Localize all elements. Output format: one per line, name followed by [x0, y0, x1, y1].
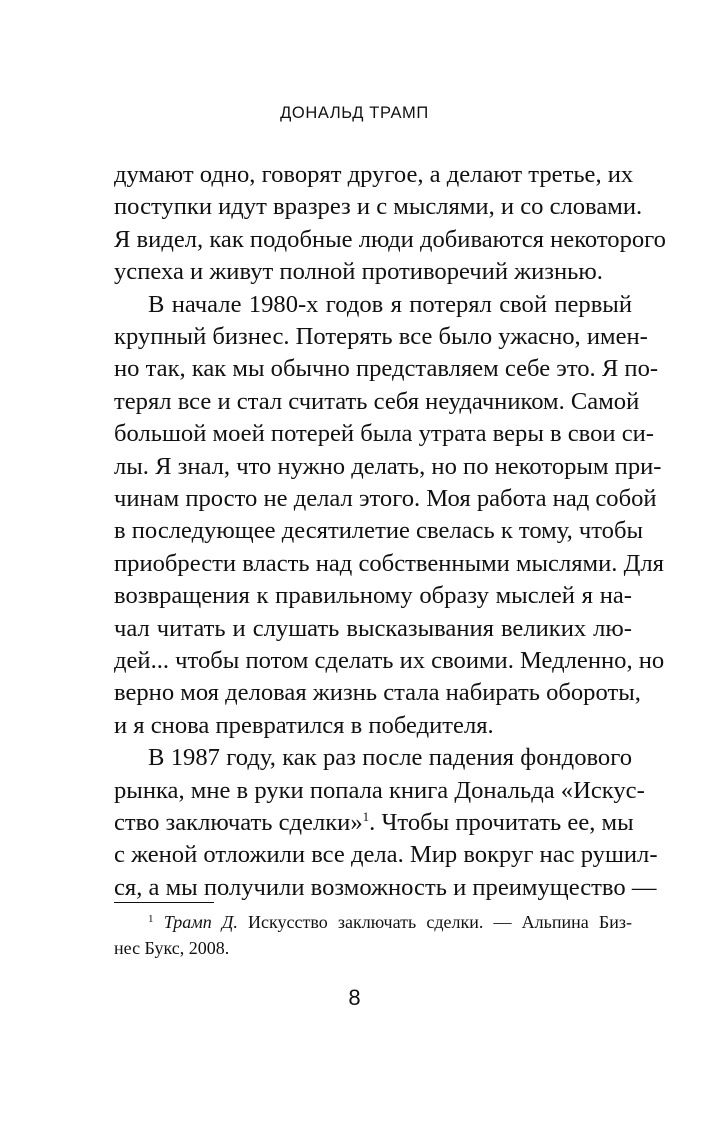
footnote-line — [114, 910, 632, 934]
text-line: поступки идут вразрез и с мыслями, и со словами. — [114, 193, 643, 221]
text-line: крупный бизнес. Потерять все было ужасно, имен- — [114, 323, 648, 350]
text-line: но так, как мы обычно представляем себе это. Я по- — [114, 355, 659, 383]
text-line: в последующее десятилетие свелась к тому, чтобы — [114, 517, 643, 545]
footnote-reference[interactable]: 1 — [362, 809, 370, 824]
text-line: чинам просто не делал этого. Моя работа над собой — [114, 485, 657, 512]
text-line: с женой отложили все дела. Мир вокруг нас рушил- — [114, 841, 658, 869]
running-header: ДОНАЛЬД ТРАМП — [280, 104, 429, 122]
text-fragment: . Чтобы прочитать ее, мы — [369, 809, 634, 836]
footnote-text: Искусство заключать сделки. — Альпина Биз- — [237, 912, 633, 932]
text-line: дей... чтобы потом сделать их своими. Медленно, но — [114, 647, 665, 674]
text-line: приобрести власть над собственными мыслями. Для — [114, 549, 664, 577]
text-line: В 1987 году, как раз после падения фондового — [148, 744, 632, 772]
text-line: и я снова превратился в победителя. — [114, 711, 494, 739]
text-line: лы. Я знал, что нужно делать, но по некоторым при- — [114, 452, 662, 480]
text-line: успеха и живут полной противоречий жизнью. — [114, 258, 603, 286]
text-line-with-footnote-ref — [114, 808, 632, 838]
text-line: Я видел, как подобные люди добиваются некоторого — [114, 225, 666, 253]
text-fragment: ство заключать сделки» — [114, 809, 363, 836]
text-line: ся, а мы получили возможность и преимущество — — [114, 873, 657, 901]
text-line: чал читать и слушать высказывания великих лю- — [114, 614, 632, 642]
footnote-line: нес Букс, 2008. — [114, 938, 230, 958]
footnote-separator — [114, 902, 214, 903]
text-line: думают одно, говорят другое, а делают третье, их — [114, 161, 634, 188]
text-line: возвращения к правильному образу мыслей я на- — [114, 582, 632, 610]
text-line: рынка, мне в руки попала книга Дональда «Искус- — [114, 776, 645, 804]
text-line: терял все и стал считать себя неудачником. Самой — [114, 387, 640, 415]
footnote-author: Трамп Д. — [163, 912, 238, 932]
text-line: большой моей потерей была утрата веры в свои си- — [114, 420, 654, 448]
text-line: верно моя деловая жизнь стала набирать обороты, — [114, 679, 641, 707]
page-number: 8 — [348, 985, 361, 1010]
footnote-marker: 1 — [148, 913, 154, 925]
text-line: В начале 1980-х годов я потерял свой первый — [148, 290, 632, 318]
